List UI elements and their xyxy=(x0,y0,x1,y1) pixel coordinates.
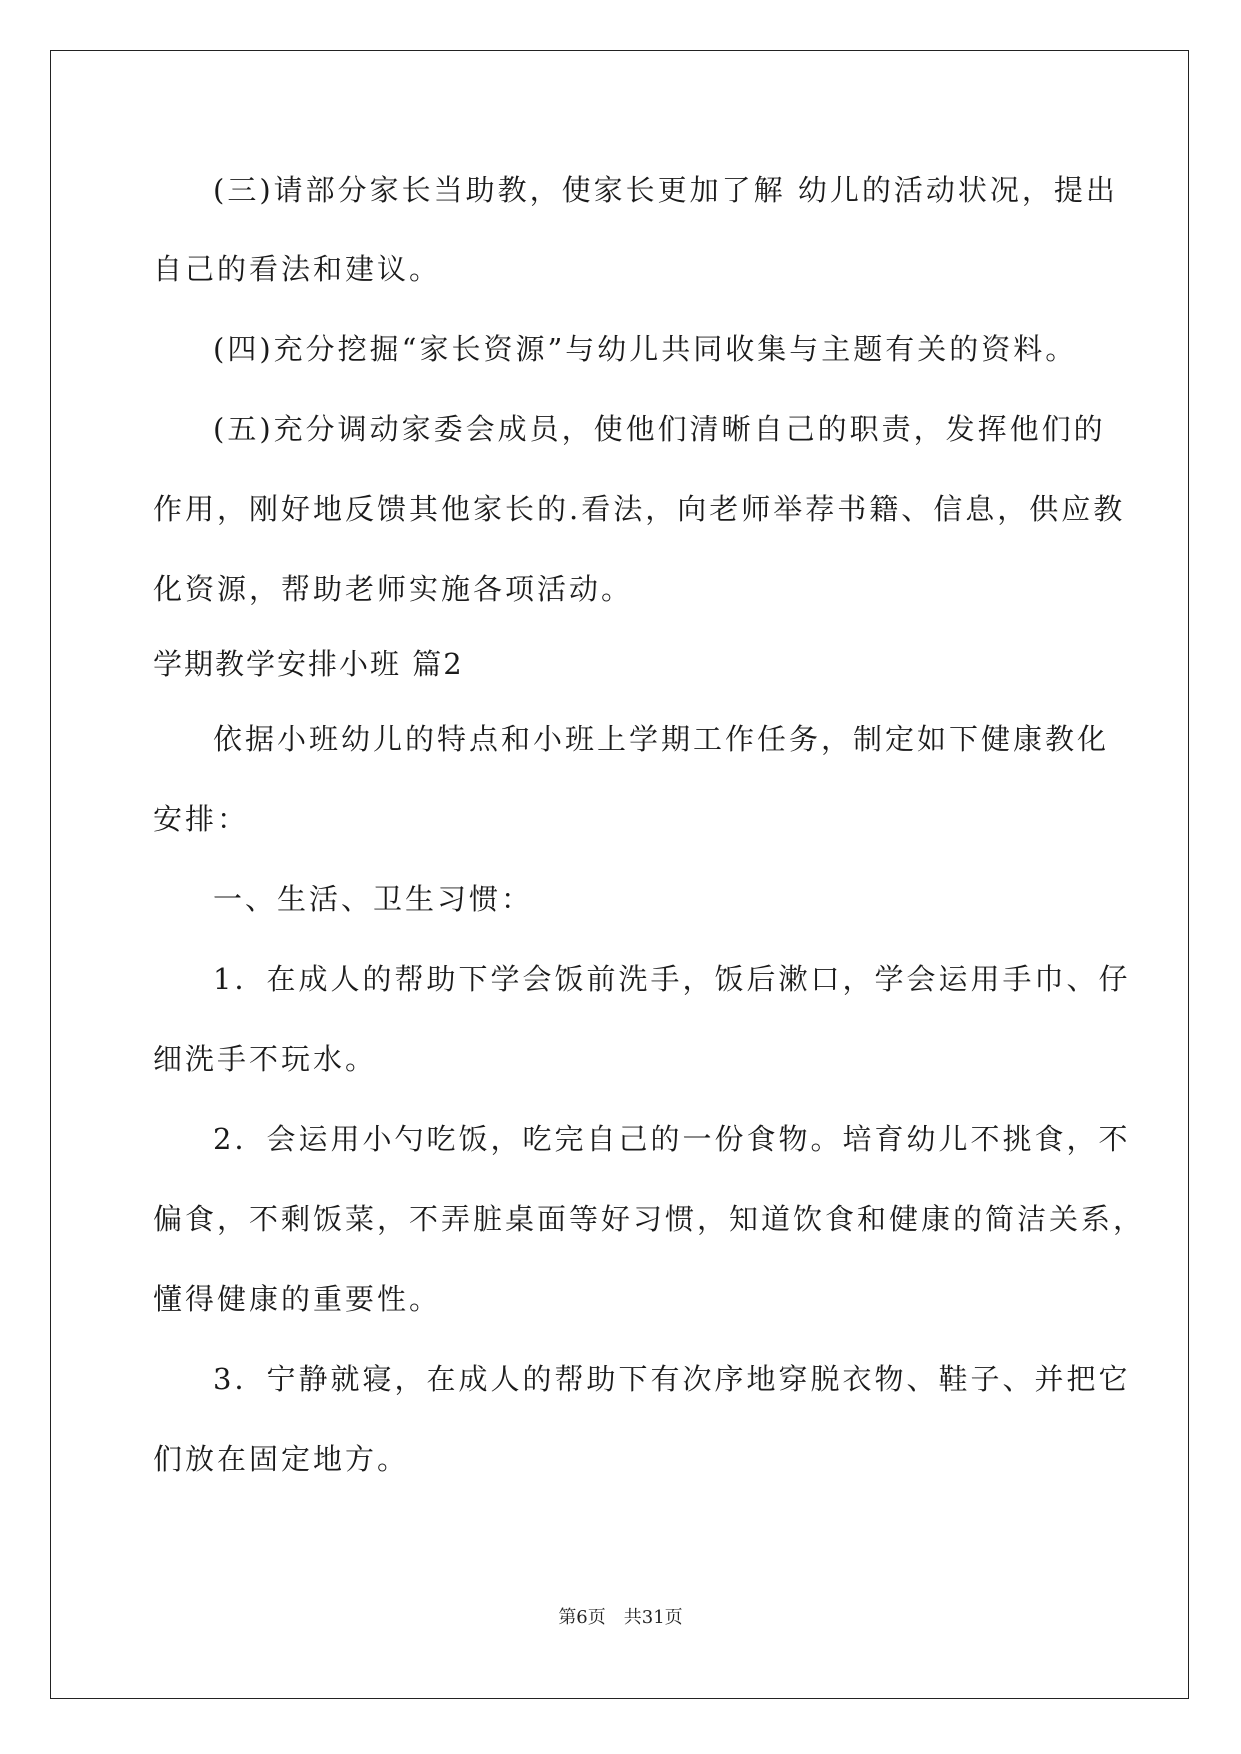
paragraph-line: 自己的看法和建议。 xyxy=(153,252,442,286)
paragraph-line: 化资源，帮助老师实施各项活动。 xyxy=(153,572,634,606)
page-footer: 第6页 共31页 xyxy=(558,1607,683,1628)
paragraph-line: 懂得健康的重要性。 xyxy=(153,1282,442,1316)
paragraph-line: (五)充分调动家委会成员，使他们清晰自己的职责，发挥他们的 xyxy=(213,412,1106,446)
section-heading: 学期教学安排小班 篇2 xyxy=(153,647,464,681)
paragraph-line: 作用，刚好地反馈其他家长的.看法，向老师举荐书籍、信息，供应教 xyxy=(153,492,1126,526)
paragraph-line: 1．在成人的帮助下学会饭前洗手，饭后漱口，学会运用手巾、仔 xyxy=(213,962,1131,996)
paragraph-line: 偏食，不剩饭菜，不弄脏桌面等好习惯，知道饮食和健康的简洁关系， xyxy=(153,1202,1146,1236)
paragraph-line: 细洗手不玩水。 xyxy=(153,1042,378,1076)
paragraph-line: 一、生活、卫生习惯： xyxy=(213,882,534,916)
paragraph-line: 安排： xyxy=(153,802,250,836)
paragraph-line: 2．会运用小勺吃饭，吃完自己的一份食物。培育幼儿不挑食，不 xyxy=(213,1122,1131,1156)
paragraph-line: 依据小班幼儿的特点和小班上学期工作任务，制定如下健康教化 xyxy=(213,722,1110,756)
paragraph-line: (三)请部分家长当助教，使家长更加了解 幼儿的活动状况，提出 xyxy=(213,173,1118,207)
paragraph-line: 们放在固定地方。 xyxy=(153,1442,410,1476)
paragraph-line: (四)充分挖掘“家长资源”与幼儿共同收集与主题有关的资料。 xyxy=(213,332,1078,366)
paragraph-line: 3．宁静就寝，在成人的帮助下有次序地穿脱衣物、鞋子、并把它 xyxy=(213,1362,1131,1396)
